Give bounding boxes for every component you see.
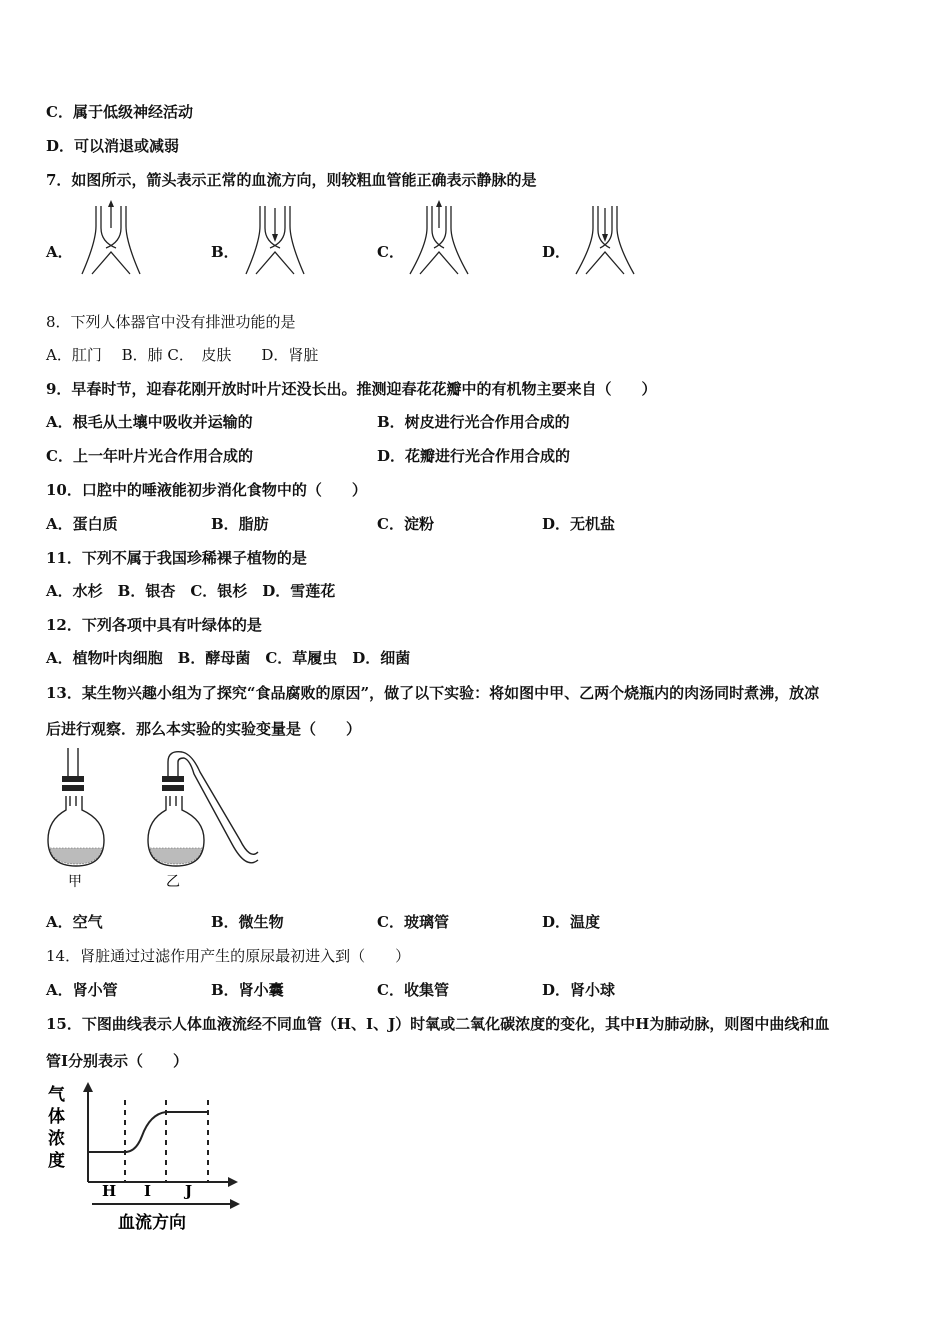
q6-option-d: D．可以消退或减弱 bbox=[46, 137, 180, 155]
q13-option-b: B．微生物 bbox=[211, 913, 284, 931]
y-label-char-2: 体 bbox=[48, 1107, 65, 1127]
q13-stem-line2: 后进行观察．那么本实验的实验变量是（ ） bbox=[46, 720, 362, 738]
q9-option-d: D．花瓣进行光合作用合成的 bbox=[377, 447, 571, 465]
q10-option-c: C．淀粉 bbox=[377, 515, 434, 533]
x-axis-label: 血流方向 bbox=[118, 1213, 186, 1233]
y-label-char-4: 度 bbox=[48, 1151, 65, 1171]
q8-stem: 8．下列人体器官中没有排泄功能的是 bbox=[46, 313, 296, 331]
flask-experiment-figure bbox=[44, 748, 264, 888]
y-label-char-1: 气 bbox=[48, 1085, 65, 1105]
q7-label-d: D． bbox=[542, 243, 571, 261]
q11-stem: 11．下列不属于我国珍稀裸子植物的是 bbox=[46, 549, 307, 567]
x-tick-j: J bbox=[185, 1182, 193, 1200]
q14-option-d: D．肾小球 bbox=[542, 981, 616, 999]
q14-stem: 14．肾脏通过过滤作用产生的原尿最初进入到（ ） bbox=[46, 947, 411, 965]
q7-label-a: A． bbox=[46, 243, 73, 261]
q14-option-a: A．肾小管 bbox=[46, 981, 118, 999]
vessel-diagram-d bbox=[574, 198, 654, 278]
vessel-diagram-b bbox=[244, 198, 324, 278]
q15-stem-line1: 15．下图曲线表示人体血液流经不同血管（H、I、J）时氧或二氧化碳浓度的变化，其中H为肺动脉，则图中曲线和血 bbox=[46, 1015, 830, 1033]
x-tick-h: H bbox=[102, 1182, 117, 1200]
vessel-diagram-a bbox=[80, 198, 160, 278]
q7-label-c: C． bbox=[377, 243, 404, 261]
flask-label-yi: 乙 bbox=[166, 874, 180, 890]
q14-option-b: B．肾小囊 bbox=[211, 981, 284, 999]
y-label-char-3: 浓 bbox=[48, 1129, 65, 1149]
q9-option-b: B．树皮进行光合作用合成的 bbox=[377, 413, 570, 431]
q10-option-b: B．脂肪 bbox=[211, 515, 269, 533]
q15-stem-line2: 管I分别表示（ ） bbox=[46, 1052, 189, 1070]
q12-stem: 12．下列各项中具有叶绿体的是 bbox=[46, 616, 262, 634]
q9-option-a: A．根毛从土壤中吸收并运输的 bbox=[46, 413, 253, 431]
q10-stem: 10．口腔中的唾液能初步消化食物中的（ ） bbox=[46, 481, 367, 499]
blood-gas-curve-figure bbox=[44, 1078, 244, 1238]
q7-label-b: B． bbox=[211, 243, 239, 261]
q9-stem: 9．早春时节，迎春花刚开放时叶片还没长出。推测迎春花花瓣中的有机物主要来自（ ） bbox=[46, 380, 657, 398]
q7-stem: 7．如图所示，箭头表示正常的血流方向，则较粗血管能正确表示静脉的是 bbox=[46, 171, 537, 189]
q13-option-d: D．温度 bbox=[542, 913, 601, 931]
q9-option-c: C．上一年叶片光合作用合成的 bbox=[46, 447, 253, 465]
q14-option-c: C．收集管 bbox=[377, 981, 449, 999]
q10-option-a: A．蛋白质 bbox=[46, 515, 118, 533]
q6-option-c: C．属于低级神经活动 bbox=[46, 103, 193, 121]
q12-options: A．植物叶肉细胞 B．酵母菌 C．草履虫 D．细菌 bbox=[46, 649, 411, 667]
q13-option-a: A．空气 bbox=[46, 913, 103, 931]
q13-option-c: C．玻璃管 bbox=[377, 913, 449, 931]
x-tick-i: I bbox=[144, 1182, 152, 1200]
q8-options: A．肛门 B．肺 C． 皮肤 D．肾脏 bbox=[46, 346, 319, 364]
vessel-diagram-c bbox=[408, 198, 488, 278]
q13-stem-line1: 13．某生物兴趣小组为了探究“食品腐败的原因”，做了以下实验：将如图中甲、乙两个烧瓶内的肉汤同时煮沸，放凉 bbox=[46, 684, 820, 702]
flask-label-jia: 甲 bbox=[68, 874, 82, 890]
q11-options: A．水杉 B．银杏 C．银杉 D．雪莲花 bbox=[46, 582, 336, 600]
q10-option-d: D．无机盐 bbox=[542, 515, 616, 533]
